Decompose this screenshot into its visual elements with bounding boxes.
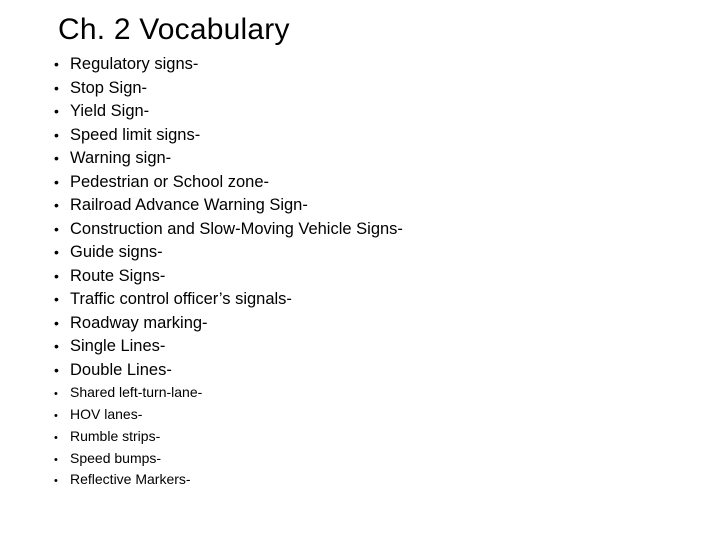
list-item [54,383,202,403]
bullet-icon: • [54,267,59,284]
list-item-text: Pedestrian or School zone- [70,172,270,191]
bullet-icon: • [54,291,59,307]
bullet-icon: • [54,173,59,190]
list-item-text: Double Lines- [70,360,172,379]
list-item [54,78,147,98]
list-item [54,405,142,425]
list-item [54,360,172,380]
bullet-icon: • [54,388,58,400]
list-item [54,470,191,490]
list-item-text: Railroad Advance Warning Sign- [70,196,308,214]
list-item [54,242,163,262]
list-item [54,449,161,469]
list-item [54,101,149,121]
bullet-icon: • [54,220,59,237]
list-item-text: Route Signs- [70,266,166,285]
list-item [54,289,292,309]
bullet-icon: • [54,244,59,260]
list-item-text: Yield Sign- [70,102,150,120]
bullet-icon: • [54,454,58,466]
list-item-text: Speed limit signs- [70,125,201,144]
list-item [54,195,308,215]
bullet-icon: • [54,150,59,166]
list-item [54,266,165,286]
bullet-icon: • [54,475,58,487]
list-item-text: Warning sign- [70,149,172,167]
bullet-icon: • [54,103,59,119]
bullet-icon: • [54,432,58,444]
bullet-icon: • [54,410,58,422]
bullet-icon: • [54,361,59,378]
list-item [54,54,198,74]
bullet-icon: • [54,126,59,143]
list-item [54,172,269,192]
list-item-text: Shared left-turn-lane- [70,384,203,400]
list-item [54,336,165,356]
bullet-icon: • [54,338,59,354]
bullet-icon: • [54,56,59,72]
bullet-icon: • [54,314,59,331]
list-item-text: Speed bumps- [70,450,162,466]
list-item [54,125,200,145]
list-item-text: HOV lanes- [70,406,143,422]
list-item [54,219,403,239]
list-item-text: Traffic control officer’s signals- [70,290,292,308]
list-item-text: Guide signs- [70,243,163,261]
list-item-text: Regulatory signs- [70,55,199,73]
list-item-text: Stop Sign- [70,78,148,97]
bullet-icon: • [54,197,59,213]
slide-title: Ch. 2 Vocabulary [58,13,290,46]
list-item-text: Single Lines- [70,337,166,355]
list-item-text: Reflective Markers- [70,471,191,487]
list-item-text: Rumble strips- [70,428,161,444]
list-item [54,313,208,333]
list-item-text: Construction and Slow-Moving Vehicle Signs- [70,219,403,238]
list-item [54,427,160,447]
bullet-icon: • [54,79,59,96]
list-item [54,148,171,168]
list-item-text: Roadway marking- [70,313,208,332]
